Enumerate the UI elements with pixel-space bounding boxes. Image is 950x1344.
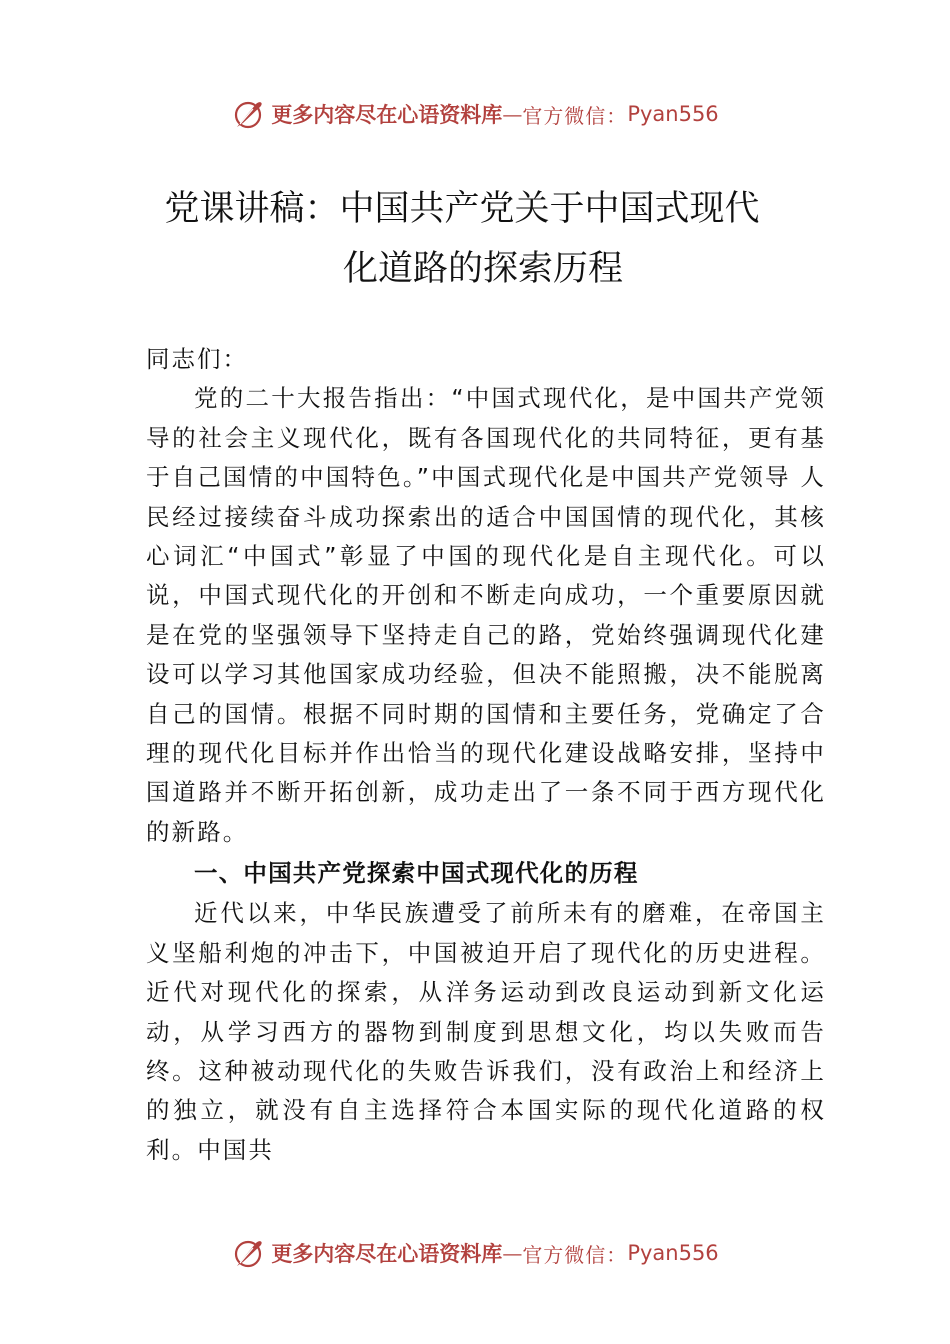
quill-logo-icon	[231, 1236, 265, 1270]
salutation: 同志们：	[146, 345, 248, 373]
header-watermark	[0, 94, 950, 134]
paragraph: 党的二十大报告指出：“中国式现代化，是中国共产党领导的社会主义现代化，既有各国现代化的共同特征，更有基于自己国情的中国特色。”中国式现代化是中国共产党领导 人民经过接续奋斗成功探索出的适合中国国情的现代化，其核心词汇“中国式”彰显了中国的现代化是自主现代化。可以说，中国式现代化的开创和不断走向成功，一个重要原因就是在党的坚强领导下坚持走自己的路，党始终强调现代化建设可以学习其他国家成功经验，但决不能照搬，决不能脱离自己的国情。根据不同时期的国情和主要任务，党确定了合理的现代化目标并作出恰当的现代化建设战略安排，坚持中国道路并不断开拓创新，成功走出了一条不同于西方现代化的新路。	[146, 384, 826, 846]
watermark-separator: —	[502, 1241, 523, 1265]
watermark-separator: —	[502, 102, 523, 126]
section-heading: 一、中国共产党探索中国式现代化的历程	[194, 859, 639, 888]
document-title-line2: 化道路的探索历程	[342, 249, 623, 289]
document-body	[146, 340, 826, 1170]
footer-watermark	[0, 1233, 950, 1273]
watermark-site-text: 更多内容尽在心语资料库	[271, 1241, 503, 1266]
watermark-site-text: 更多内容尽在心语资料库	[271, 102, 503, 127]
watermark-wechat-id: Pyan556	[627, 1241, 719, 1265]
quill-logo-icon	[231, 97, 265, 131]
document-title-line1: 党课讲稿：中国共产党关于中国式现代	[164, 189, 760, 229]
watermark-wechat-label: 官方微信：	[522, 1242, 628, 1267]
paragraph: 近代以来，中华民族遭受了前所未有的磨难，在帝国主义坚船利炮的冲击下，中国被迫开启了现代化的历史进程。近代对现代化的探索，从洋务运动到改良运动到新文化运动，从学习西方的器物到制度到思想文化，均以失败而告终。这种被动现代化的失败告诉我们，没有政治上和经济上的独立，就没有自主选择符合本国实际的现代化道路的权利。中国共	[146, 899, 826, 1164]
watermark-wechat-label: 官方微信：	[522, 103, 628, 128]
watermark-wechat-id: Pyan556	[627, 102, 719, 126]
